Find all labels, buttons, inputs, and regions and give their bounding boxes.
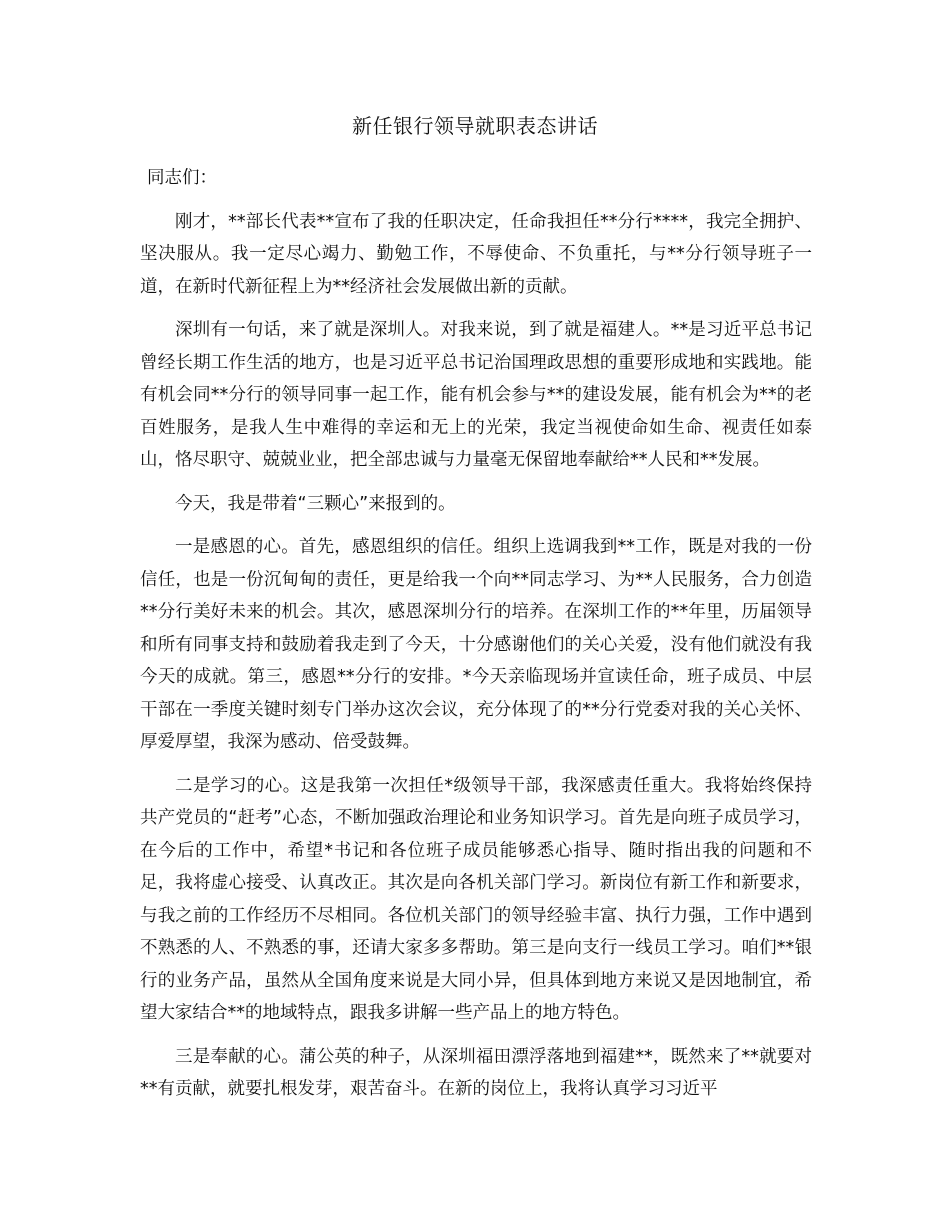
salutation: 同志们： [147,168,217,188]
paragraph-fujian: 深圳有一句话，来了就是深圳人。对我来说，到了就是福建人。**是习近平总书记曾经长期工作生活的地方，也是习近平总书记治国理政思想的重要形成地和实践地。能有机会同**分行的领导同事一起工作，能有机会参与**的建设发展，能有机会为**的老百姓服务，是我人生中难得的幸运和无上的光荣，我定当视使命如生命、视责任如泰山，恪尽职守、兢兢业业，把全部忠诚与力量毫无保留地奉献给**人民和**发展。 [140,320,812,470]
paragraph-gratitude: 一是感恩的心。首先，感恩组织的信任。组织上选调我到**工作，既是对我的一份信任，也是一份沉甸甸的责任，更是给我一个向**同志学习、为**人民服务，合力创造**分行美好未来的机会。其次，感恩深圳分行的培养。在深圳工作的**年里，历届领导和所有同事支持和鼓励着我走到了今天，十分感谢他们的关心关爱，没有他们就没有我今天的成就。第三，感恩**分行的安排。*今天亲临现场并宣读任命，班子成员、中层干部在一季度关键时刻专门举办这次会议，充分体现了的**分行党委对我的关心关怀、厚爱厚望，我深为感动、倍受鼓舞。 [140,537,812,752]
paragraph-three-hearts: 今天，我是带着“三颗心”来报到的。 [175,493,456,514]
document-title: 新任银行领导就职表态讲话 [352,114,598,138]
paragraph-appointment: 刚才，**部长代表**宣布了我的任职决定，任命我担任**分行****，我完全拥护、坚决服从。我一定尽心竭力、勤勉工作，不辱使命、不负重托，与**分行领导班子一道，在新时代新征程上为**经济社会发展做出新的贡献。 [140,211,812,297]
paragraph-learning: 二是学习的心。这是我第一次担任*级领导干部，我深感责任重大。我将始终保持共产党员的“赶考”心态，不断加强政治理论和业务知识学习。首先是向班子成员学习，在今后的工作中，希望*书记和各位班子成员能够悉心指导、随时指出我的问题和不足，我将虚心接受、认真改正。其次是向各机关部门学习。新岗位有新工作和新要求，与我之前的工作经历不尽相同。各位机关部门的领导经验丰富、执行力强，工作中遇到不熟悉的人、不熟悉的事，还请大家多多帮助。第三是向支行一线员工学习。咱们**银行的业务产品，虽然从全国角度来说是大同小异，但具体到地方来说又是因地制宜，希望大家结合**的地域特点，跟我多讲解一些产品上的地方特色。 [140,775,812,1023]
document-body [140,162,812,1117]
paragraph-dedication: 三是奉献的心。蒲公英的种子，从深圳福田漂浮落地到福建**，既然来了**就要对**有贡献，就要扎根发芽，艰苦奋斗。在新的岗位上，我将认真学习习近平 [140,1046,812,1099]
